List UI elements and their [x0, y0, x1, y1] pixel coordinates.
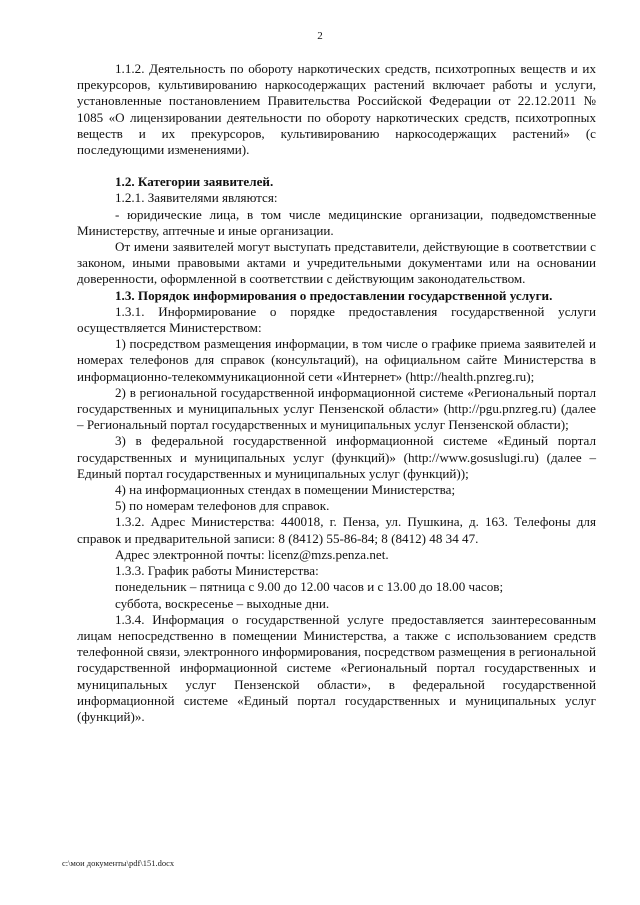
- email-address-line: Адрес электронной почты: licenz@mzs.penza.net.: [115, 546, 389, 562]
- page-number: 2: [317, 30, 323, 42]
- weekend-schedule: суббота, воскресенье – выходные дни.: [115, 595, 330, 611]
- paragraph-1-3-3: 1.3.3. График работы Министерства:: [115, 563, 319, 579]
- paragraph-1-3-1: 1.3.1. Информирование о порядке предоставления государственной услуги осуществляется Министерством:: [77, 303, 596, 336]
- paragraph-1-3-2: 1.3.2. Адрес Министерства: 440018, г. Пенза, ул. Пушкина, д. 163. Телефоны для справок и предварительной записи: 8 (8412) 55-86-84; 8 (8412) 48 34 47.: [77, 514, 596, 546]
- document-body: [77, 61, 596, 725]
- paragraph-1-3-4: 1.3.4. Информация о государственной услуге предоставляется заинтересованным лицам непосредственно в помещении Министерства, а также с использованием средств телефонной связи, электронного информирования, посредством размещения в региональной государственной информационной системе «Региональный портал государственных и муниципальных услуг Пензенской области», в федеральной государственной информационной системе «Единый портал государственных и муниципальных услуг (функций)».: [77, 611, 596, 724]
- weekday-schedule: понедельник – пятница с 9.00 до 12.00 часов и с 13.00 до 18.00 часов;: [115, 579, 504, 595]
- list-item-2: 2) в региональной государственной информационной системе «Региональный портал государственных и муниципальных услуг Пензенской области» (http://pgu.pnzreg.ru) (далее – Региональный портал государственных и муниципальных услуг Пензенской области);: [77, 384, 596, 433]
- list-item-5: 5) по номерам телефонов для справок.: [115, 498, 330, 514]
- section-heading-1-2: 1.2. Категории заявителей.: [115, 174, 274, 190]
- paragraph-1-1-2: 1.1.2. Деятельность по обороту наркотических средств, психотропных веществ и их прекурсоров, культивированию наркосодержащих растений включает работы и услуги, установленные постановлением Правительства Российской Федерации от 22.12.2011 № 1085 «О лицензировании деятельности по обороту наркотических средств, психотропных веществ и их прекурсоров, культивированию наркосодержащих растений» (с последующими изменениями).: [77, 61, 596, 158]
- list-item-4: 4) на информационных стендах в помещении Министерства;: [115, 482, 456, 498]
- paragraph-1-2-1: 1.2.1. Заявителями являются:: [115, 190, 278, 206]
- list-item-1: 1) посредством размещения информации, в том числе о графике приема заявителей и номерах телефонов для справок (консультаций), на официальном сайте Министерства в информационно-телекоммуникационной сети «Интернет» (http://health.pnzreg.ru);: [77, 336, 596, 384]
- paragraph-representatives: От имени заявителей могут выступать представители, действующие в соответствии с законом, иными правовыми актами и учредительными документами или на основании доверенности, оформленной в соответствии с действующим законодательством.: [77, 239, 596, 287]
- applicant-list-item: - юридические лица, в том числе медицинские организации, подведомственные Министерству, аптечные и иные организации.: [77, 206, 596, 238]
- file-path-footer: c:\мои документы\pdf\151.docx: [62, 858, 175, 868]
- list-item-3: 3) в федеральной государственной информационной системе «Единый портал государственных и муниципальных услуг (функций)» (http://www.gosuslugi.ru) (далее – Единый портал государственных и муниципальных услуг (функций));: [77, 433, 596, 481]
- section-heading-1-3: 1.3. Порядок информирования о предоставлении государственной услуги.: [115, 287, 553, 303]
